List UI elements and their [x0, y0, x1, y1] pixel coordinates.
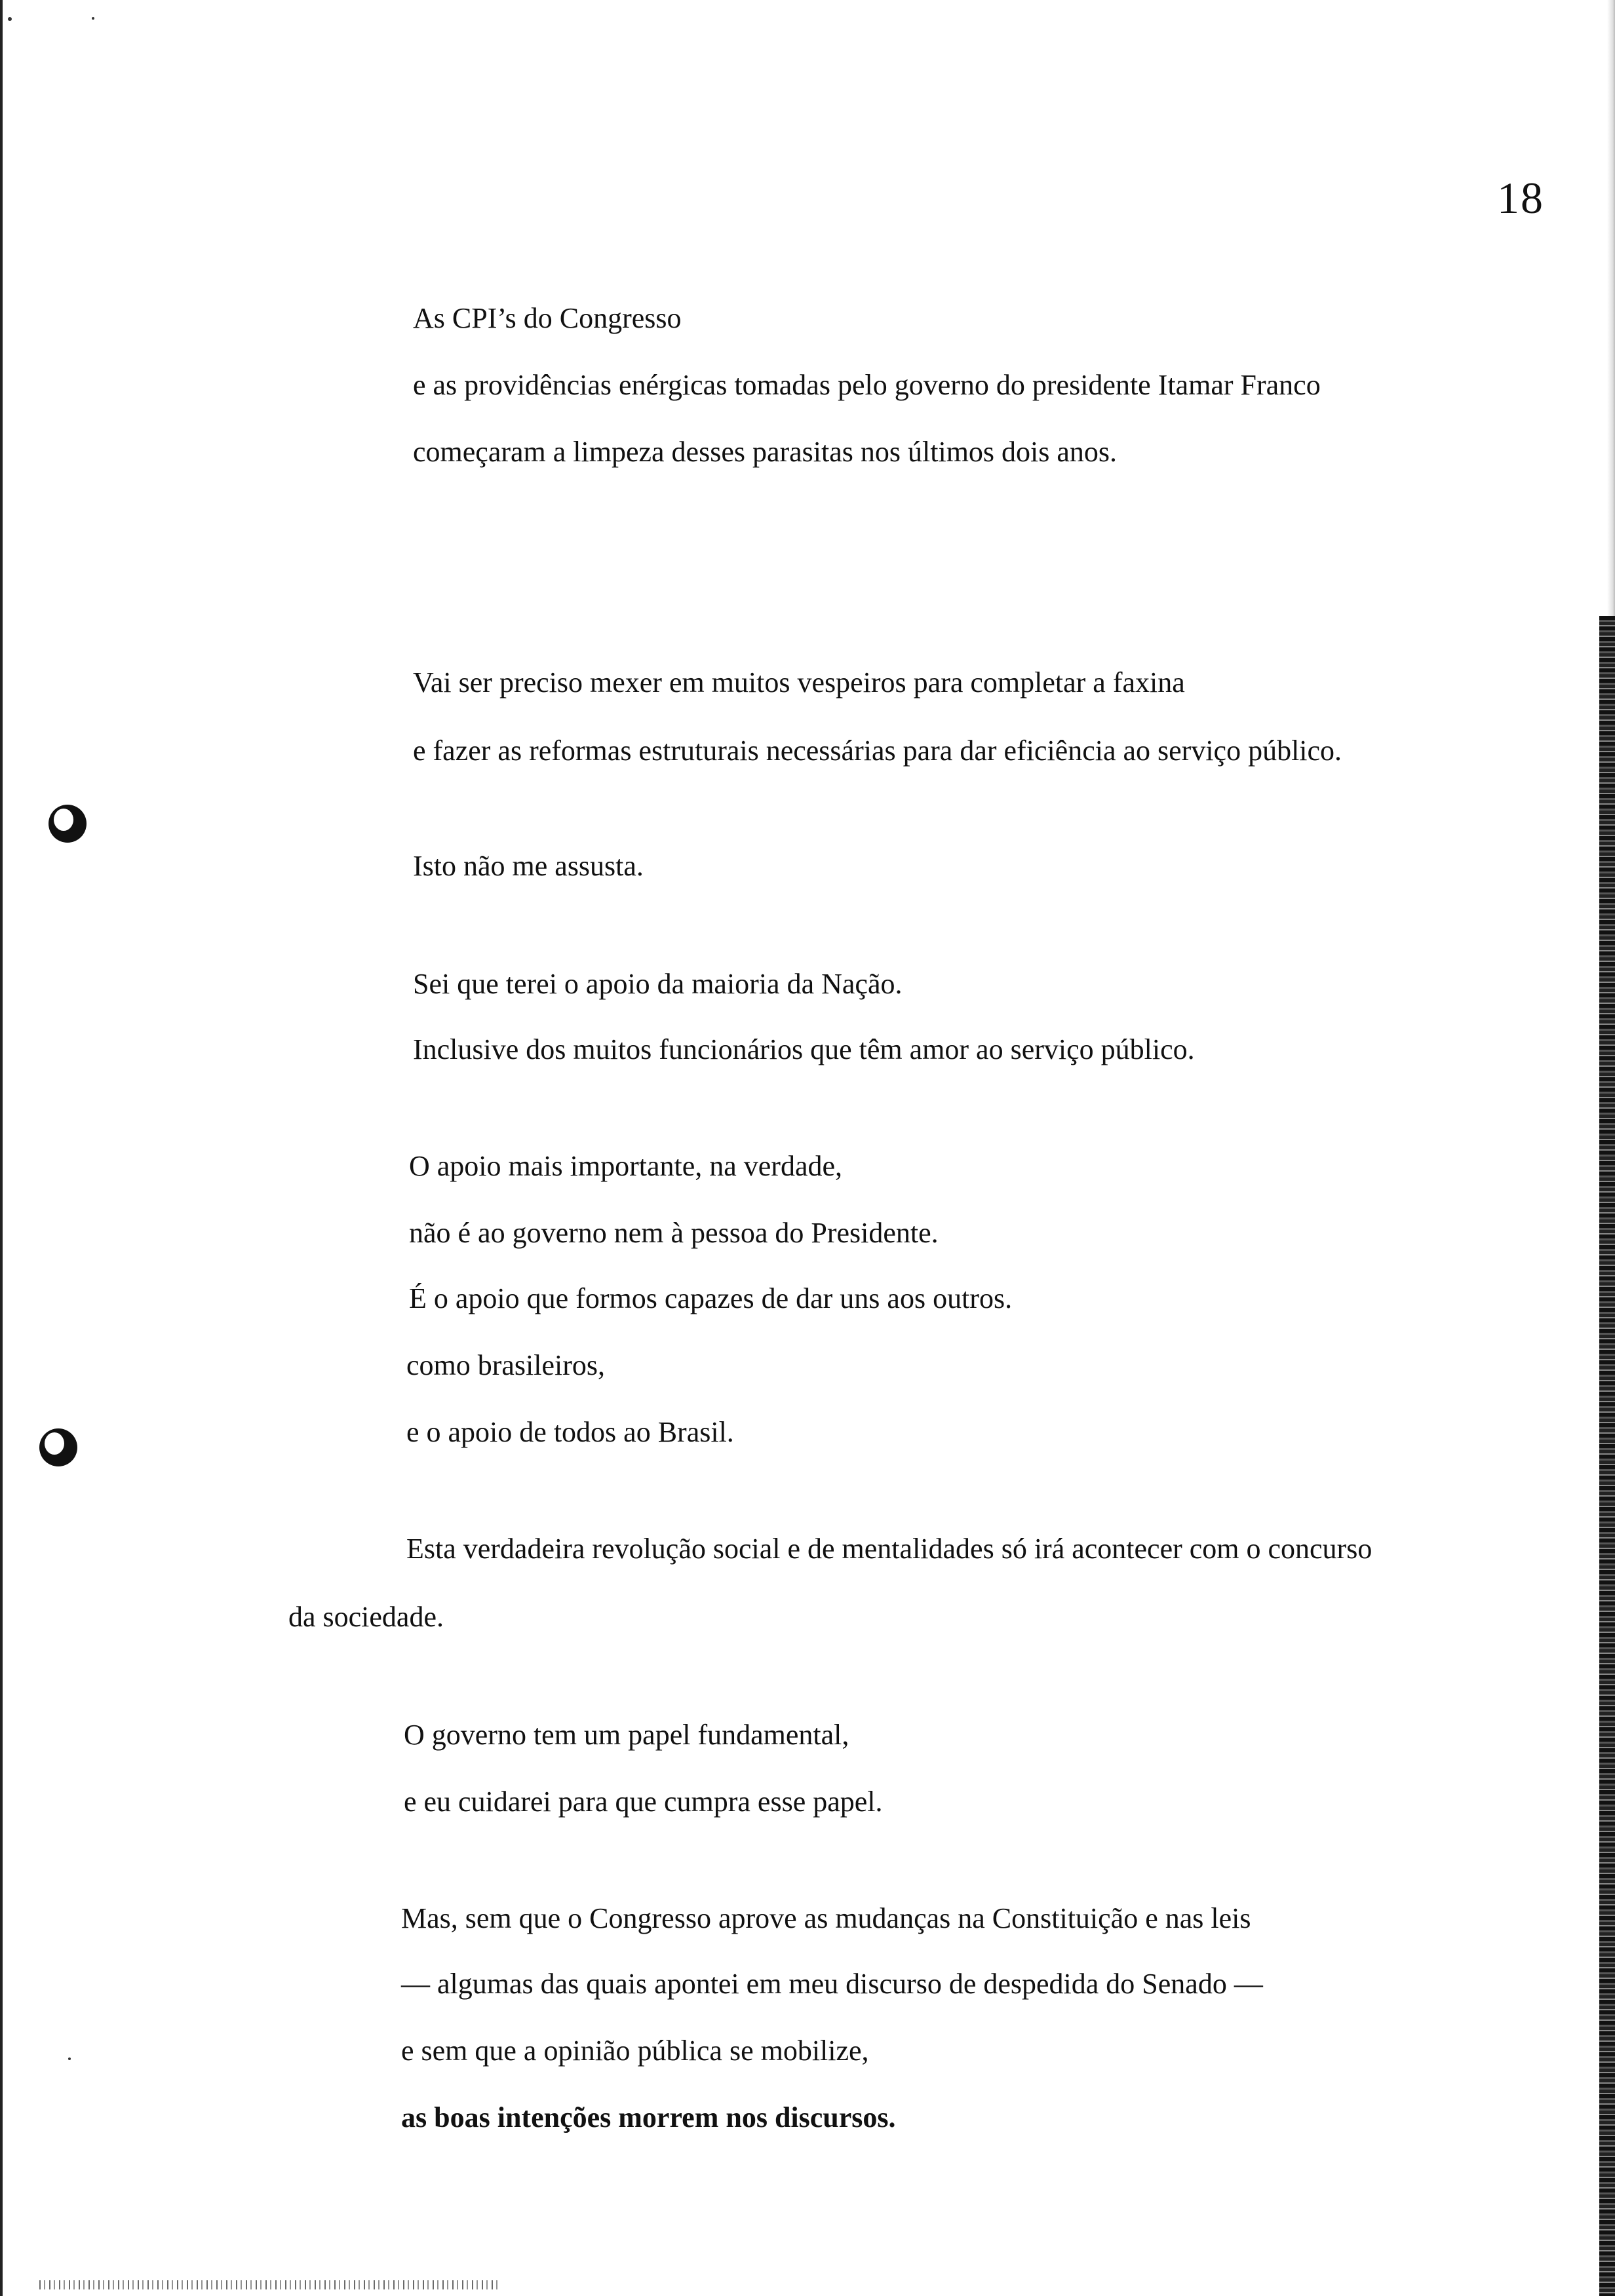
text-line: começaram a limpeza desses parasitas nos últimos dois anos.	[413, 436, 1118, 468]
text-line: Isto não me assusta.	[413, 850, 644, 882]
text-line: Esta verdadeira revolução social e de mentalidades só irá acontecer com o concurso	[406, 1533, 1372, 1565]
page-number: 18	[1497, 173, 1544, 223]
scan-right-edge	[1599, 616, 1615, 2296]
text-line: e eu cuidarei para que cumpra esse papel.	[404, 1786, 883, 1818]
text-line: O governo tem um papel fundamental,	[404, 1719, 849, 1751]
text-line: Vai ser preciso mexer em muitos vespeiros para completar a faxina	[413, 666, 1185, 698]
scan-speck	[92, 17, 94, 20]
text-line: e as providências enérgicas tomadas pelo governo do presidente Itamar Franco	[413, 369, 1321, 401]
text-line: — algumas das quais apontei em meu discurso de despedida do Senado —	[401, 1968, 1263, 2000]
text-line: Inclusive dos muitos funcionários que têm amor ao serviço público.	[413, 1033, 1195, 1065]
text-line: da sociedade.	[288, 1601, 444, 1633]
text-line: e sem que a opinião pública se mobilize,	[401, 2035, 869, 2067]
scan-bottom-noise	[39, 2280, 498, 2289]
text-line: O apoio mais importante, na verdade,	[409, 1150, 843, 1182]
text-line: não é ao governo nem à pessoa do Presidente.	[409, 1217, 939, 1249]
text-line: e fazer as reformas estruturais necessárias para dar eficiência ao serviço público.	[413, 735, 1342, 767]
binder-hole-mark	[49, 805, 87, 843]
scan-speck	[68, 2057, 71, 2060]
scan-right-edge-top	[1607, 0, 1615, 616]
text-line: como brasileiros,	[406, 1349, 606, 1381]
binder-hole-mark	[39, 1428, 77, 1466]
text-line: As CPI’s do Congresso	[413, 302, 682, 334]
text-line: Mas, sem que o Congresso aprove as mudanças na Constituição e nas leis	[401, 1902, 1251, 1934]
text-line: e o apoio de todos ao Brasil.	[406, 1416, 734, 1448]
text-line: É o apoio que formos capazes de dar uns aos outros.	[409, 1282, 1013, 1314]
scan-speck	[8, 17, 12, 21]
scan-left-edge	[0, 0, 3, 2296]
text-line: Sei que terei o apoio da maioria da Nação.	[413, 968, 903, 1000]
text-line: as boas intenções morrem nos discursos.	[401, 2101, 896, 2133]
